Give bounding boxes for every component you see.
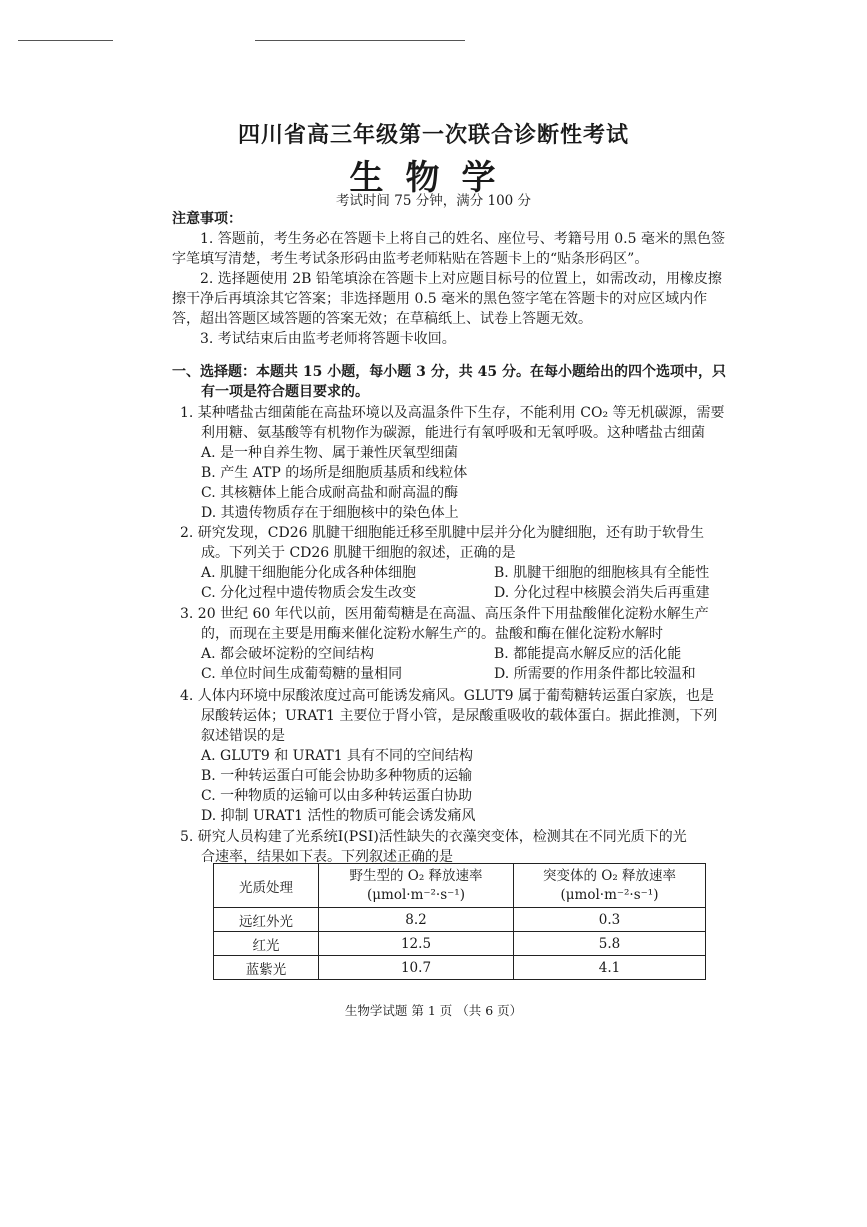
page-footer: 生物学试题 第 1 页 （共 6 页） bbox=[344, 1003, 523, 1018]
table-header-row bbox=[214, 864, 706, 908]
q2-option-b: B. 肌腱干细胞的细胞核具有全能性 bbox=[494, 565, 710, 581]
header-unit: (μmol·m⁻²·s⁻¹) bbox=[367, 886, 465, 903]
table-cell: 远红外光 bbox=[214, 908, 319, 932]
notes-line: 擦干净后再填涂其它答案；非选择题用 0.5 毫米的黑色签字笔在答题卡的对应区域内作 bbox=[172, 291, 708, 307]
q3-stem: 的，而现在主要是用酶来催化淀粉水解生产的。盐酸和酶在催化淀粉水解时 bbox=[201, 626, 663, 642]
header-unit: (μmol·m⁻²·s⁻¹) bbox=[560, 886, 659, 903]
table-cell: 红光 bbox=[214, 932, 319, 956]
table-row bbox=[214, 908, 706, 932]
section-heading: 一、选择题：本题共 15 小题，每小题 3 分，共 45 分。在每小题给出的四个选项中，只 bbox=[172, 364, 726, 380]
table-cell: 4.1 bbox=[514, 956, 706, 980]
notes-line: 字笔填写清楚，考生考试条形码由监考老师粘贴在答题卡上的“贴条形码区”。 bbox=[172, 251, 649, 267]
q2-option-a: A. 肌腱干细胞能分化成各种体细胞 bbox=[201, 565, 417, 581]
table-header-cell bbox=[319, 864, 514, 908]
scan-mark bbox=[255, 40, 465, 41]
q1-stem: 1. 某种嗜盐古细菌能在高盐环境以及高温条件下生存，不能利用 CO₂ 等无机碳源，需要 bbox=[180, 405, 725, 421]
notes-line: 2. 选择题使用 2B 铅笔填涂在答题卡上对应题目标号的位置上，如需改动，用橡皮擦 bbox=[200, 271, 722, 287]
q5-stem: 合速率，结果如下表。下列叙述正确的是 bbox=[201, 849, 453, 865]
q3-option-c: C. 单位时间生成葡萄糖的量相同 bbox=[201, 666, 403, 682]
notes-heading: 注意事项： bbox=[172, 211, 242, 227]
table-cell: 8.2 bbox=[319, 908, 514, 932]
q3-option-d: D. 所需要的作用条件都比较温和 bbox=[494, 666, 696, 682]
q4-option-b: B. 一种转运蛋白可能会协助多种物质的运输 bbox=[201, 768, 473, 784]
section-heading: 有一项是符合题目要求的。 bbox=[201, 384, 369, 400]
notes-line: 1. 答题前，考生务必在答题卡上将自己的姓名、座位号、考籍号用 0.5 毫米的黑色签 bbox=[200, 231, 725, 247]
q1-option-c: C. 其核糖体上能合成耐高盐和耐高温的酶 bbox=[201, 485, 459, 501]
table-cell: 10.7 bbox=[319, 956, 514, 980]
table-cell: 蓝紫光 bbox=[214, 956, 319, 980]
q2-option-c: C. 分化过程中遗传物质会发生改变 bbox=[201, 585, 417, 601]
q1-option-a: A. 是一种自养生物、属于兼性厌氧型细菌 bbox=[201, 445, 459, 461]
q3-option-b: B. 都能提高水解反应的活化能 bbox=[494, 646, 682, 662]
q2-stem: 2. 研究发现，CD26 肌腱干细胞能迁移至肌腱中层并分化为腱细胞，还有助于软骨生 bbox=[180, 525, 705, 541]
table-row bbox=[214, 956, 706, 980]
exam-info: 考试时间 75 分钟，满分 100 分 bbox=[335, 193, 532, 209]
q2-option-d: D. 分化过程中核膜会消失后再重建 bbox=[494, 585, 710, 601]
notes-line: 答，超出答题区域答题的答案无效；在草稿纸上、试卷上答题无效。 bbox=[172, 311, 592, 327]
q4-stem: 4. 人体内环境中尿酸浓度过高可能诱发痛风。GLUT9 属于葡萄糖转运蛋白家族，也是 bbox=[180, 688, 715, 704]
q1-option-d: D. 其遗传物质存在于细胞核中的染色体上 bbox=[201, 505, 459, 521]
q5-data-table bbox=[213, 863, 706, 980]
table-header-cell: 光质处理 bbox=[214, 864, 319, 908]
table-cell: 12.5 bbox=[319, 932, 514, 956]
q4-stem: 尿酸转运体；URAT1 主要位于肾小管，是尿酸重吸收的载体蛋白。据此推测，下列 bbox=[201, 708, 718, 724]
q3-stem: 3. 20 世纪 60 年代以前，医用葡萄糖是在高温、高压条件下用盐酸催化淀粉水解生产 bbox=[180, 606, 709, 622]
table-cell: 5.8 bbox=[514, 932, 706, 956]
exam-title: 四川省高三年级第一次联合诊断性考试 bbox=[237, 122, 629, 148]
notes-line: 3. 考试结束后由监考老师将答题卡收回。 bbox=[200, 331, 456, 347]
q4-option-a: A. GLUT9 和 URAT1 具有不同的空间结构 bbox=[201, 748, 474, 764]
header-label: 野生型的 O₂ 释放速率 bbox=[349, 867, 483, 884]
scan-mark bbox=[18, 40, 113, 41]
table-cell: 0.3 bbox=[514, 908, 706, 932]
q1-stem: 利用糖、氨基酸等有机物作为碳源，能进行有氧呼吸和无氧呼吸。这种嗜盐古细菌 bbox=[201, 425, 705, 441]
subject-title: 生物学 bbox=[349, 158, 518, 198]
q4-option-d: D. 抑制 URAT1 活性的物质可能会诱发痛风 bbox=[201, 808, 476, 824]
q2-stem: 成。下列关于 CD26 肌腱干细胞的叙述，正确的是 bbox=[201, 545, 516, 561]
q1-option-b: B. 产生 ATP 的场所是细胞质基质和线粒体 bbox=[201, 465, 468, 481]
q4-option-c: C. 一种物质的运输可以由多种转运蛋白协助 bbox=[201, 788, 473, 804]
q5-stem: 5. 研究人员构建了光系统Ⅰ(PSⅠ)活性缺失的衣藻突变体，检测其在不同光质下的光 bbox=[180, 829, 687, 845]
q4-stem: 叙述错误的是 bbox=[201, 728, 285, 744]
table-header-cell bbox=[514, 864, 706, 908]
header-label: 突变体的 O₂ 释放速率 bbox=[542, 867, 677, 884]
q3-option-a: A. 都会破坏淀粉的空间结构 bbox=[201, 646, 375, 662]
table-row bbox=[214, 932, 706, 956]
